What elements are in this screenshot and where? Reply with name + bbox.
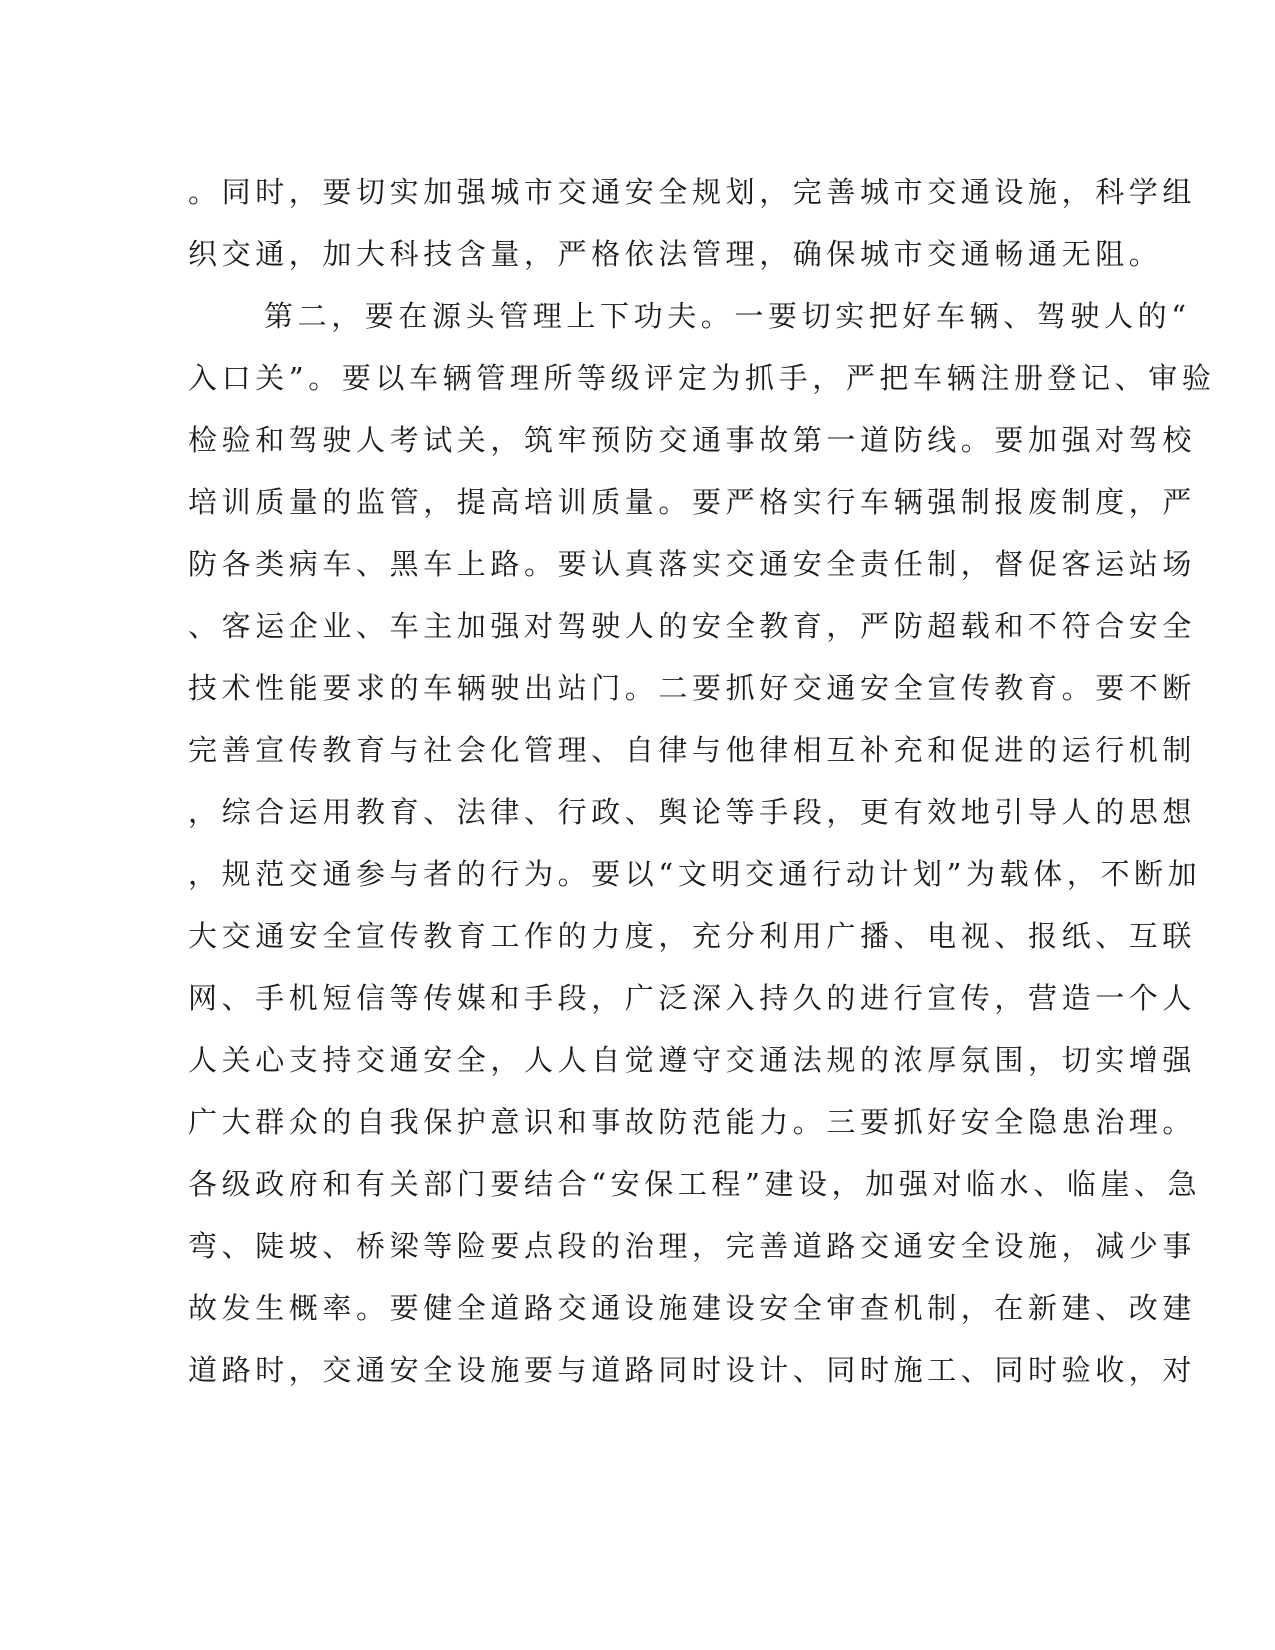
body-text xyxy=(188,161,1216,1401)
paragraph-start-line: 第二，要在源头管理上下功夫。一要切实把好车辆、驾驶人的“ xyxy=(264,299,1191,333)
text-line: 培训质量的监管，提高培训质量。要严格实行车辆强制报废制度，严 xyxy=(188,485,1197,519)
text-line: 大交通安全宣传教育工作的力度，充分利用广播、电视、报纸、互联 xyxy=(188,919,1197,953)
text-line: 故发生概率。要健全道路交通设施建设安全审查机制，在新建、改建 xyxy=(188,1291,1197,1325)
text-line: 弯、陡坡、桥梁等险要点段的治理，完善道路交通安全设施，减少事 xyxy=(188,1229,1197,1263)
text-line: ，综合运用教育、法律、行政、舆论等手段，更有效地引导人的思想 xyxy=(188,795,1197,829)
text-line: 完善宣传教育与社会化管理、自律与他律相互补充和促进的运行机制 xyxy=(188,733,1197,767)
text-line: 技术性能要求的车辆驶出站门。二要抓好交通安全宣传教育。要不断 xyxy=(188,671,1197,705)
text-line: ，规范交通参与者的行为。要以“文明交通行动计划”为载体，不断加 xyxy=(188,857,1202,891)
text-line: 各级政府和有关部门要结合“安保工程”建设，加强对临水、临崖、急 xyxy=(188,1167,1202,1201)
text-line: 、客运企业、车主加强对驾驶人的安全教育，严防超载和不符合安全 xyxy=(188,609,1197,643)
text-line: 。同时，要切实加强城市交通安全规划，完善城市交通设施，科学组 xyxy=(188,175,1197,209)
text-line: 道路时，交通安全设施要与道路同时设计、同时施工、同时验收，对 xyxy=(188,1353,1197,1387)
text-line: 人关心支持交通安全，人人自觉遵守交通法规的浓厚氛围，切实增强 xyxy=(188,1043,1197,1077)
text-line: 广大群众的自我保护意识和事故防范能力。三要抓好安全隐患治理。 xyxy=(188,1105,1197,1139)
text-line: 防各类病车、黑车上路。要认真落实交通安全责任制，督促客运站场 xyxy=(188,547,1197,581)
text-line: 织交通，加大科技含量，严格依法管理，确保城市交通畅通无阻。 xyxy=(188,237,1163,271)
text-line: 检验和驾驶人考试关，筑牢预防交通事故第一道防线。要加强对驾校 xyxy=(188,423,1197,457)
text-line: 网、手机短信等传媒和手段，广泛深入持久的进行宣传，营造一个人 xyxy=(188,981,1197,1015)
text-line: 入口关”。要以车辆管理所等级评定为抓手，严把车辆注册登记、审验 xyxy=(188,361,1216,395)
